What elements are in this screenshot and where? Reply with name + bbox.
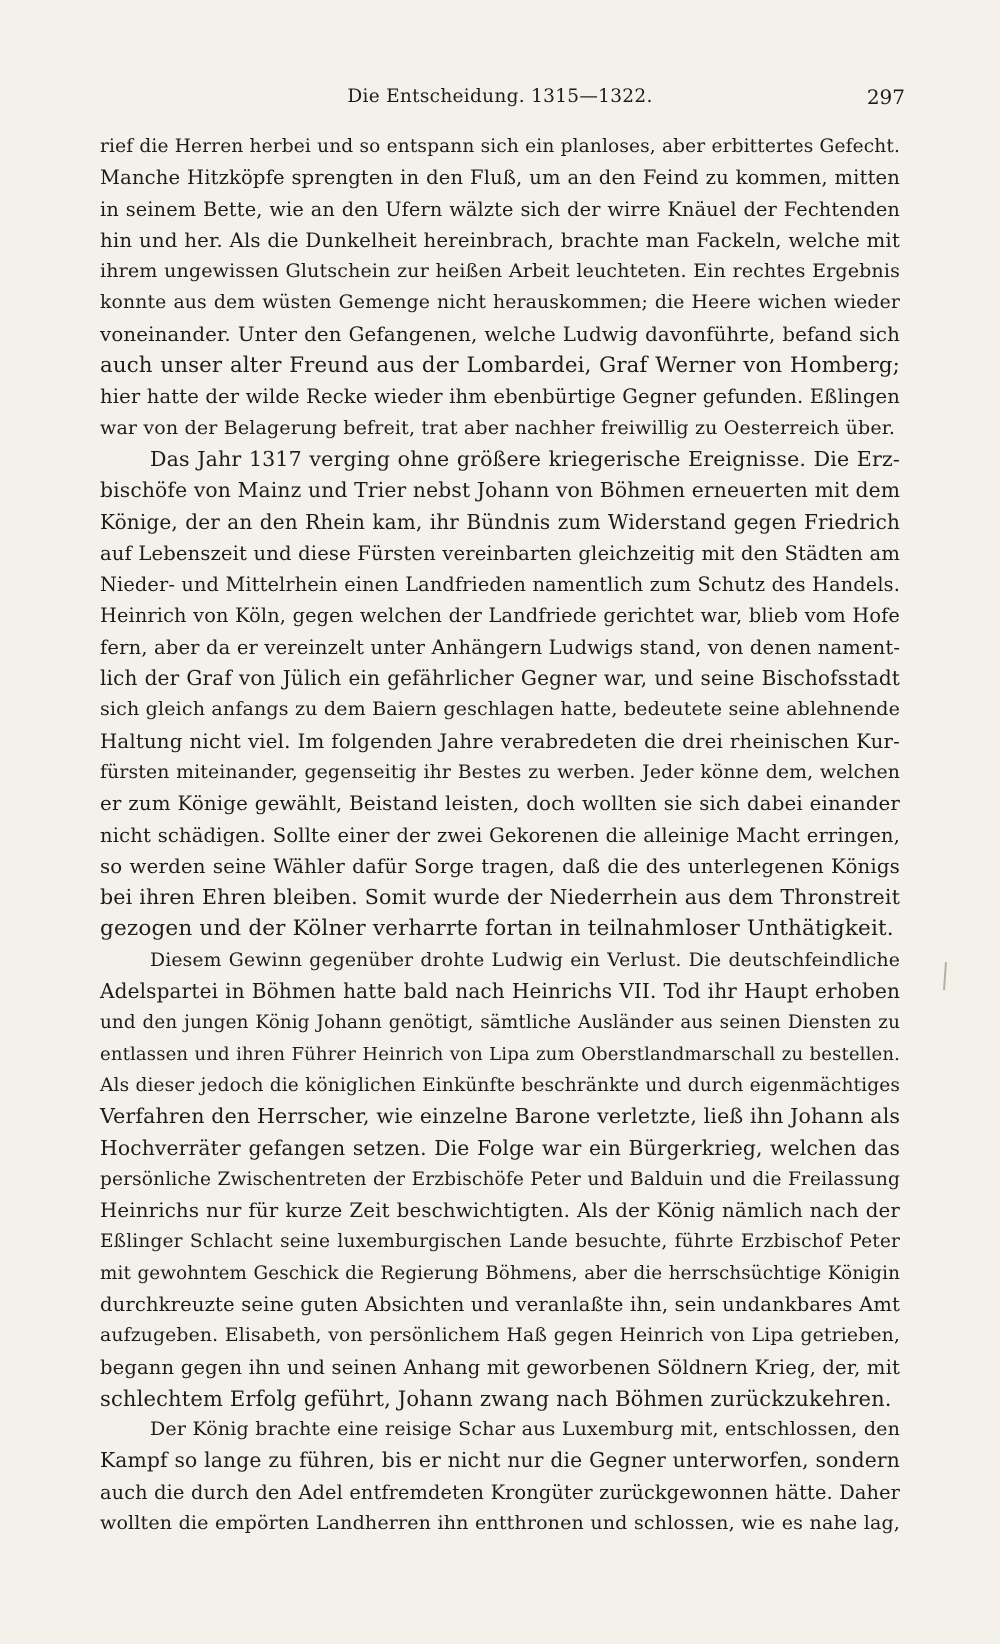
text-line: Verfahren den Herrscher, wie einzelne Barone verletzte, ließ ihn Johann als [100,1104,901,1129]
text-line: lich der Graf von Jülich ein gefährlicher Gegner war, und seine Bischofsstadt [100,666,900,691]
text-line: entlassen und ihren Führer Heinrich von Lipa zum Oberstlandmarschall zu bestellen. [100,1043,900,1065]
body-text [100,131,900,1539]
text-line: bei ihren Ehren bleiben. Somit wurde der Niederrhein aus dem Thronstreit [100,885,900,910]
text-line: aufzugeben. Elisabeth, von persönlichem Haß gegen Heinrich von Lipa getrieben, [100,1325,900,1347]
text-line: schlechtem Erfolg geführt, Johann zwang nach Böhmen zurückzukehren. [100,1385,892,1411]
text-line: bischöfe von Mainz und Trier nebst Johann von Böhmen erneuerten mit dem [100,478,901,503]
text-line: mit gewohntem Geschick die Regierung Böhmens, aber die herrschsüchtige Königin [100,1262,900,1284]
text-line: auf Lebenszeit und diese Fürsten vereinbarten gleichzeitig mit den Städten am [100,541,900,565]
text-line: auch die durch den Adel entfremdeten Krongüter zurückgewonnen hätte. Daher [100,1480,900,1504]
text-line: hin und her. Als die Dunkelheit hereinbrach, brachte man Fackeln, welche mit [100,228,900,252]
text-line: Heinrichs nur für kurze Zeit beschwichtigten. Als der König nämlich nach der [100,1199,900,1223]
margin-pencil-mark [943,962,947,990]
text-line: Könige, der an den Rhein kam, ihr Bündnis zum Widerstand gegen Friedrich [100,509,900,534]
text-line: er zum Könige gewählt, Beistand leisten, doch wollten sie sich dabei einander [100,792,900,816]
text-line: hier hatte der wilde Recke wieder ihm ebenbürtige Gegner gefunden. Eßlingen [100,385,900,409]
text-line: auch unser alter Freund aus der Lombardei, Graf Werner von Homberg; [100,353,900,379]
text-line: persönliche Zwischentreten der Erzbischöfe Peter und Balduin und die Freilassung [100,1168,900,1190]
text-line: Eßlinger Schlacht seine luxemburgischen Lande besuchte, führte Erzbischof Peter [100,1231,900,1253]
text-line: sich gleich anfangs zu dem Baiern geschlagen hatte, bedeutete seine ablehnende [100,698,900,721]
text-line: Nieder- und Mittelrhein einen Landfrieden namentlich zum Schutz des Handels. [100,573,900,597]
text-line: wollten die empörten Landherren ihn entthronen und schlossen, wie es nahe lag, [100,1512,900,1535]
text-line: so werden seine Wähler dafür Sorge tragen, daß die des unterlegenen Königs [100,854,900,878]
text-line: nicht schädigen. Sollte einer der zwei Gekorenen die alleinige Macht erringen, [100,823,900,847]
text-line: Manche Hitzköpfe sprengten in den Fluß, um an den Feind zu kommen, mitten [100,166,900,190]
text-line: und den jungen König Johann genötigt, sämtliche Ausländer aus seinen Diensten zu [100,1012,900,1034]
text-line: in seinem Bette, wie an den Ufern wälzte sich der wirre Knäuel der Fechtenden [100,197,900,221]
text-line: voneinander. Unter den Gefangenen, welche Ludwig davonführte, befand sich [100,322,900,346]
text-line: begann gegen ihn und seinen Anhang mit geworbenen Söldnern Krieg, der, mit [100,1355,900,1379]
text-line: Haltung nicht viel. Im folgenden Jahre verabredeten die drei rheinischen Kur- [100,729,900,753]
text-line: Als dieser jedoch die königlichen Einkünfte beschränkte und durch eigenmächtiges [100,1074,900,1096]
text-line: gezogen und der Kölner verharrte fortan in teilnahmloser Unthätigkeit. [100,916,894,942]
text-line: fern, aber da er vereinzelt unter Anhängern Ludwigs stand, von denen nament- [100,635,901,659]
running-head [100,82,905,112]
text-line: fürsten miteinander, gegenseitig ihr Bestes zu werben. Jeder könne dem, welchen [100,761,900,783]
text-line: rief die Herren herbei und so entspann sich ein planloses, aber erbittertes Gefecht. [100,136,900,157]
text-line: Kampf so lange zu führen, bis er nicht nur die Gegner unterworfen, sondern [100,1448,900,1473]
paragraph-start-line: Diesem Gewinn gegenüber drohte Ludwig ein Verlust. Die deutschfeindliche [150,949,900,971]
paragraph-start-line: Der König brachte eine reisige Schar aus Luxemburg mit, entschlossen, den [150,1418,900,1441]
text-line: durchkreuzte seine guten Absichten und veranlaßte ihn, sein undankbares Amt [100,1292,900,1316]
text-line: Adelspartei in Böhmen hatte bald nach Heinrichs VII. Tod ihr Haupt erhoben [100,979,900,1004]
page-number: 297 [866,85,905,109]
text-line: Hochverräter gefangen setzen. Die Folge war ein Bürgerkrieg, welchen das [100,1135,900,1160]
text-line: ihrem ungewissen Glutschein zur heißen Arbeit leuchteten. Ein rechtes Ergebnis [100,260,900,283]
chapter-header-title: Die Entscheidung. 1315—1322. [347,86,653,107]
text-line: Heinrich von Köln, gegen welchen der Landfriede gerichtet war, blieb vom Hofe [100,604,900,628]
text-line: konnte aus dem wüsten Gemenge nicht herauskommen; die Heere wichen wieder [100,292,900,314]
paragraph-start-line: Das Jahr 1317 verging ohne größere kriegerische Ereignisse. Die Erz- [150,446,900,471]
text-line: war von der Belagerung befreit, trat aber nachher freiwillig zu Oesterreich über. [100,416,896,439]
